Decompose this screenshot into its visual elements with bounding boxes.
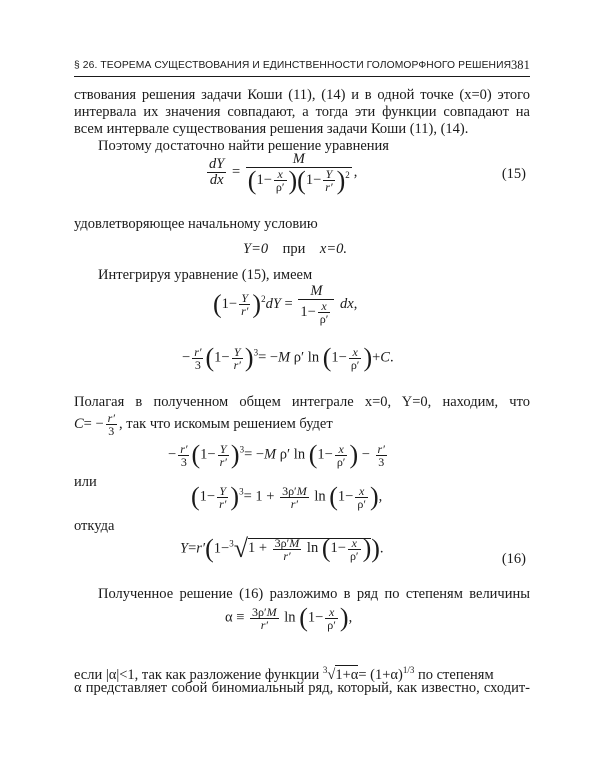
paragraph-line: Полагая в полученном общем интеграле x=0, Y=0, находим, что [74,394,530,410]
running-title: § 26. ТЕОРЕМА СУЩЕСТВОВАНИЯ И ЕДИНСТВЕННОСТИ ГОЛОМОРФНОГО РЕШЕНИЯ [74,60,512,71]
paragraph-line: Интегрируя уравнение (15), имеем [98,267,313,283]
paragraph-line: C= − $\frac{r'}{3}$ , так что искомым решением будет [74,411,333,438]
cubed-form: (1− $\frac{Y}{r'}$ )$^3$= 1 + $\frac{3\rho'M}{r'}$ ln (1− $\frac{x}{\rho'}$ ), [191,482,383,511]
equation-15: $\frac{dY}{dx}$ = M (1− $\frac{x}{\rho'}$ )(1− $\frac{Y}{r'}$ )$^2$ , [209,151,358,195]
paragraph-line: α представляет собой биномиальный ряд, который, как известно, сходит- [74,680,530,696]
paragraph-line-end: по степеням [417,666,494,683]
paragraph-line: если |α|<1, так как разложение функции $^3√1+\alpha= (1+\alpha)^{1/3}$ по степеням [74,665,494,683]
paragraph-line: ствования решения задачи Коши (11), (14) и в одной точке (x=0) этого [74,87,530,103]
paragraph-line: Полученное решение (16) разложимо в ряд по степеням величины [98,586,530,602]
equation-16: Y=r′(1−$^3$√1 + $\frac{3\rho'M}{r'}$ ln (1− $\frac{x}{\rho'}$ )). [180,534,384,563]
paragraph-line: Поэтому достаточно найти решение уравнения [98,138,389,154]
conjunction-or: или [74,474,97,490]
particular-solution: − $\frac{r'}{3}$ (1− $\frac{Y}{r'}$ )$^3$= −M ρ′ ln (1− $\frac{x}{\rho'}$ ) − $\frac{r'}{3}$ [168,440,385,469]
running-header [74,58,530,77]
condition-lhs: Y=0 [243,241,269,257]
integral-equation-2: − $\frac{r'}{3}$ (1− $\frac{Y}{r'}$ )$^3$= −M ρ′ ln (1− $\frac{x}{\rho'}$ )+C. [182,343,394,372]
paragraph-line: всем интервале существования решения задачи Коши (11), (14). [74,121,469,137]
equation-number: (15) [501,166,526,182]
equation-number: (16) [501,551,526,567]
page-number: 381 [510,58,530,72]
initial-condition [243,241,347,258]
alpha-definition: α ≡ $\frac{3\rho'M}{r'}$ ln (1− $\frac{x}{\rho'}$ ), [225,603,353,632]
integral-equation-1: (1− $\frac{Y}{r'}$ )$^2$dY = M 1− $\frac{x}{\rho'}$ dx, [213,283,358,326]
paragraph-line: удовлетворяющее начальному условию [74,216,318,232]
paragraph-line-end: , так что искомым решением будет [118,415,333,432]
paragraph-line: интервала их значения совпадают, а тогда эти функции совпадают на [74,104,530,120]
condition-rhs: x=0. [319,241,347,257]
condition-word: при [282,241,306,257]
paragraph-line-start: если |α|<1, так как разложение функции [74,666,320,683]
conjunction-whence: откуда [74,518,115,534]
